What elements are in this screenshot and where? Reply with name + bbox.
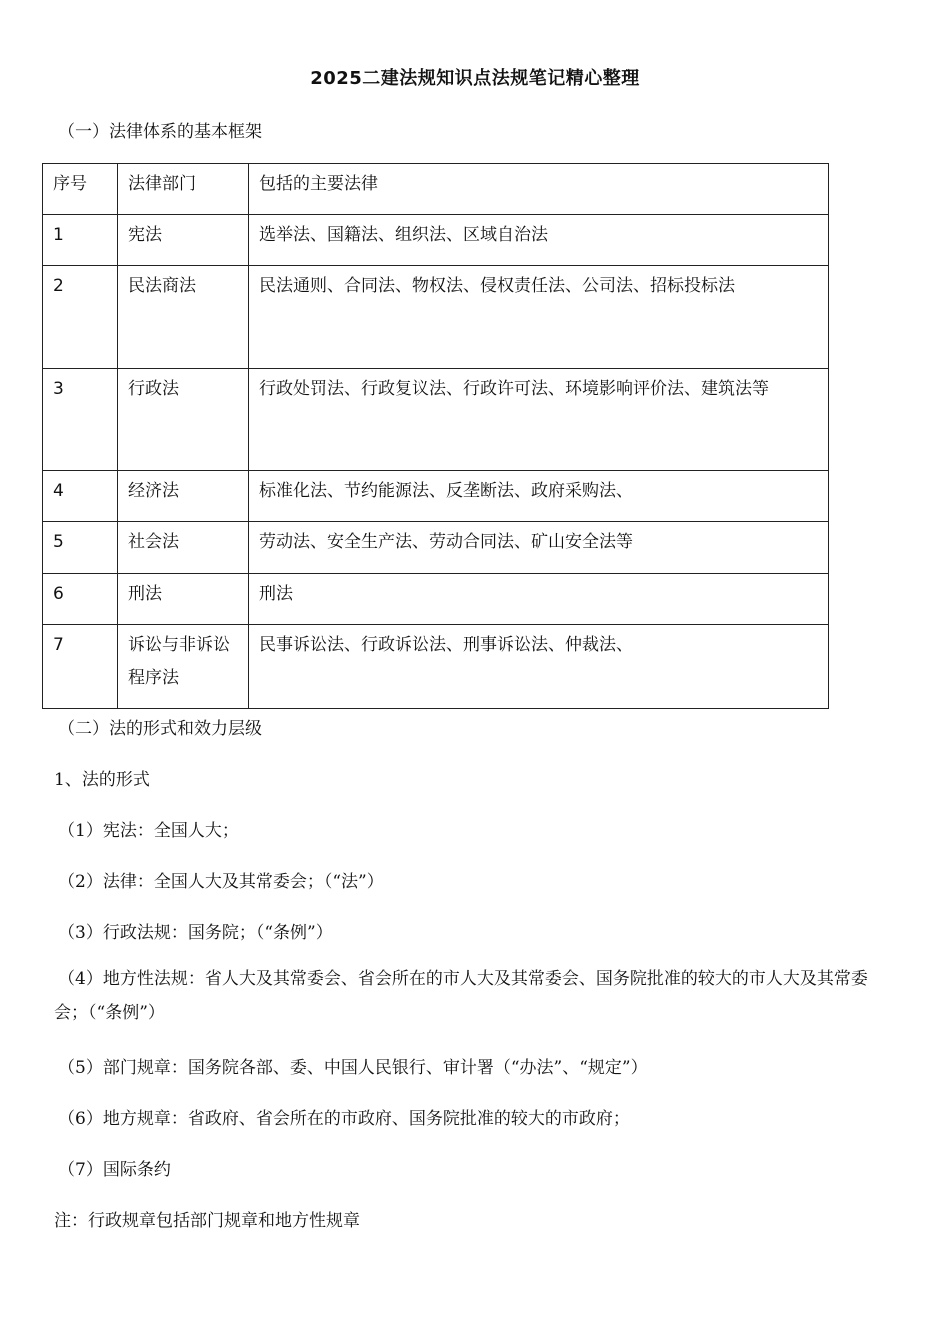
row-laws: 行政处罚法、行政复议法、行政许可法、环境影响评价法、建筑法等 bbox=[249, 369, 829, 471]
row-laws: 民事诉讼法、行政诉讼法、刑事诉讼法、仲裁法、 bbox=[249, 625, 829, 709]
row-laws: 劳动法、安全生产法、劳动合同法、矿山安全法等 bbox=[249, 522, 829, 574]
row-no: 7 bbox=[43, 625, 118, 709]
note-text: 注：行政规章包括部门规章和地方性规章 bbox=[54, 1211, 360, 1231]
row-no: 5 bbox=[43, 522, 118, 574]
section1-heading: （一）法律体系的基本框架 bbox=[58, 122, 262, 142]
table-row bbox=[43, 266, 829, 369]
row-no: 3 bbox=[43, 369, 118, 471]
header-cell-laws: 包括的主要法律 bbox=[249, 164, 829, 215]
row-no: 6 bbox=[43, 574, 118, 625]
row-no: 1 bbox=[43, 215, 118, 266]
form-item-5: （5）部门规章：国务院各部、委、中国人民银行、审计署（“办法”、“规定”） bbox=[58, 1058, 648, 1078]
row-laws: 选举法、国籍法、组织法、区域自治法 bbox=[249, 215, 829, 266]
row-laws: 民法通则、合同法、物权法、侵权责任法、公司法、招标投标法 bbox=[249, 266, 829, 369]
table-header-row bbox=[43, 164, 829, 215]
row-dept: 宪法 bbox=[118, 215, 249, 266]
table-row bbox=[43, 625, 829, 709]
header-cell-no: 序号 bbox=[43, 164, 118, 215]
row-dept: 刑法 bbox=[118, 574, 249, 625]
form-item-6: （6）地方规章：省政府、省会所在的市政府、国务院批准的较大的市政府； bbox=[58, 1109, 630, 1129]
page-title: 2025二建法规知识点法规笔记精心整理 bbox=[310, 68, 640, 89]
form-item-3: （3）行政法规：国务院；（“条例”） bbox=[58, 923, 333, 943]
table-row bbox=[43, 522, 829, 574]
row-no: 4 bbox=[43, 471, 118, 522]
row-laws: 标准化法、节约能源法、反垄断法、政府采购法、 bbox=[249, 471, 829, 522]
row-dept: 经济法 bbox=[118, 471, 249, 522]
table-row bbox=[43, 215, 829, 266]
table-row bbox=[43, 369, 829, 471]
row-laws: 刑法 bbox=[249, 574, 829, 625]
form-item-7: （7）国际条约 bbox=[58, 1160, 171, 1180]
form-item-1: （1）宪法：全国人大； bbox=[58, 821, 239, 841]
row-dept: 民法商法 bbox=[118, 266, 249, 369]
row-dept: 社会法 bbox=[118, 522, 249, 574]
header-cell-dept: 法律部门 bbox=[118, 164, 249, 215]
form-item-2: （2）法律：全国人大及其常委会；（“法”） bbox=[58, 872, 384, 892]
section2-subheading: 1、法的形式 bbox=[54, 770, 150, 790]
law-system-table bbox=[42, 163, 829, 709]
row-no: 2 bbox=[43, 266, 118, 369]
table-row bbox=[43, 471, 829, 522]
form-item-4: （4）地方性法规：省人大及其常委会、省会所在的市人大及其常委会、国务院批准的较大的市人大及其常委会；（“条例”） bbox=[54, 969, 868, 1023]
row-dept: 行政法 bbox=[118, 369, 249, 471]
section2-heading: （二）法的形式和效力层级 bbox=[58, 719, 262, 739]
table-row bbox=[43, 574, 829, 625]
row-dept: 诉讼与非诉讼程序法 bbox=[118, 625, 249, 709]
